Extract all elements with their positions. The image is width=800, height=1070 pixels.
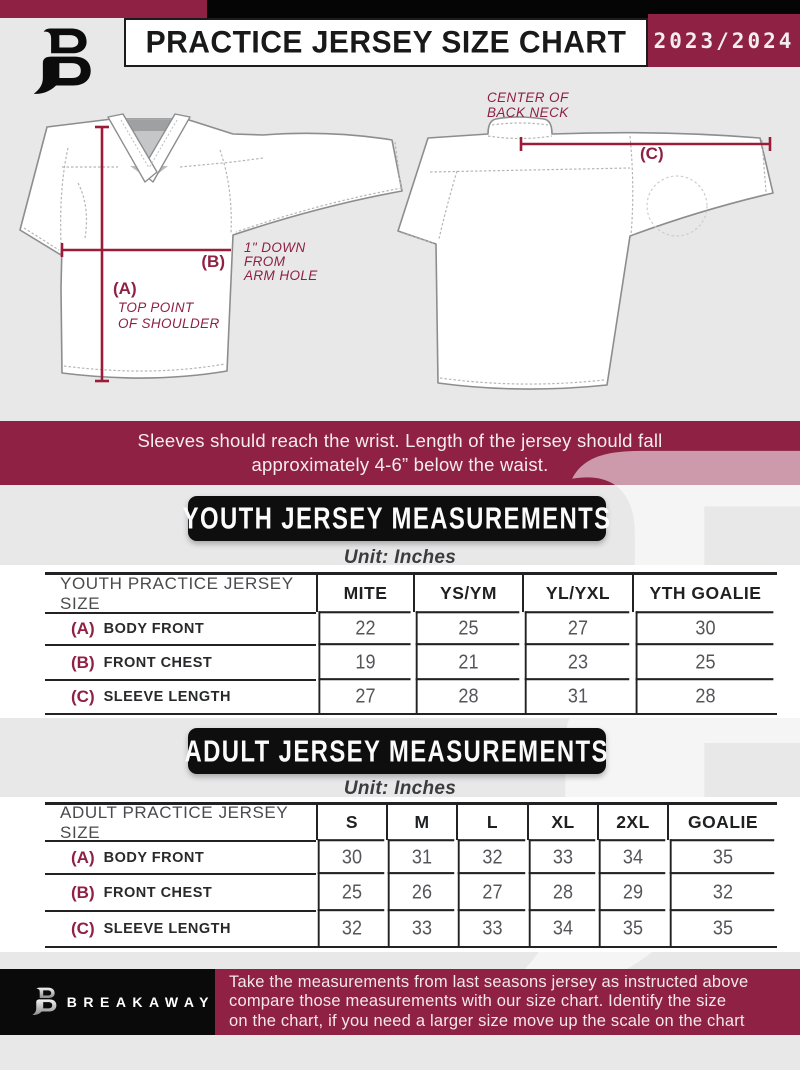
breakaway-logo bbox=[28, 26, 94, 102]
table-cell: 22 bbox=[318, 611, 410, 645]
youth-size-table bbox=[45, 572, 777, 715]
brand-name: BREAKAWAY bbox=[66, 994, 215, 1010]
youth-banner-label: YOUTH JERSEY MEASUREMENTS bbox=[182, 500, 612, 536]
table-header-cell: M bbox=[386, 805, 456, 840]
footer-line-3: on the chart, if you need a larger size move up the scale on the chart bbox=[229, 1011, 745, 1030]
table-cell: 30 bbox=[318, 839, 385, 874]
adult-size-table bbox=[45, 802, 777, 948]
page-title: PRACTICE JERSEY SIZE CHART bbox=[145, 24, 627, 60]
breakaway-footer-logo bbox=[30, 985, 58, 1020]
row-name: FRONT CHEST bbox=[103, 654, 213, 671]
header-maroon-strip bbox=[0, 0, 207, 18]
row-name: SLEEVE LENGTH bbox=[103, 921, 231, 937]
footer-line-2: compare those measurements with our size chart. Identify the size bbox=[229, 992, 727, 1011]
table-cell: 27 bbox=[458, 872, 525, 911]
table-header-cell: 2XL bbox=[597, 805, 667, 840]
label-a-desc-1: TOP POINT bbox=[118, 300, 194, 315]
table-cell: 28 bbox=[529, 872, 596, 911]
table-cell: 34 bbox=[529, 909, 596, 947]
table-cell: 23 bbox=[525, 643, 630, 680]
table-cell: 25 bbox=[318, 872, 385, 911]
row-label bbox=[45, 910, 316, 946]
row-name: BODY FRONT bbox=[103, 849, 205, 866]
notice-line-1: Sleeves should reach the wrist. Length of the jersey should fall bbox=[137, 430, 663, 451]
table-cell: 21 bbox=[416, 643, 520, 680]
table-cell: 25 bbox=[416, 611, 520, 645]
footer-line-1: Take the measurements from last seasons jersey as instructed above bbox=[229, 972, 749, 991]
row-key: (A) bbox=[71, 847, 95, 867]
table-cell: 31 bbox=[525, 678, 630, 714]
table-cell: 35 bbox=[599, 909, 666, 947]
row-label bbox=[45, 644, 316, 679]
front-jersey-drawing bbox=[20, 114, 402, 378]
table-header-cell: YL/YXL bbox=[522, 575, 632, 612]
youth-unit-label: Unit: Inches bbox=[343, 547, 457, 568]
table-cell: 33 bbox=[529, 839, 596, 874]
table-cell: 26 bbox=[388, 872, 455, 911]
table-cell: 32 bbox=[318, 909, 385, 947]
row-label bbox=[45, 840, 316, 873]
table-header-cell: GOALIE bbox=[667, 805, 777, 840]
table-cell: 35 bbox=[670, 839, 775, 874]
table-cell: 19 bbox=[318, 643, 410, 680]
page-title-box bbox=[124, 18, 648, 67]
row-key: (A) bbox=[71, 619, 95, 638]
adult-banner-label: ADULT JERSEY MEASUREMENTS bbox=[184, 732, 610, 769]
table-cell: 30 bbox=[636, 611, 774, 645]
season-label: 2023/2024 bbox=[653, 28, 795, 53]
table-cell: 32 bbox=[458, 839, 525, 874]
row-label bbox=[45, 612, 316, 644]
table-cell: 31 bbox=[388, 839, 455, 874]
table-cell: 27 bbox=[318, 678, 410, 714]
table-header-cell: ADULT PRACTICE JERSEY SIZE bbox=[60, 802, 288, 842]
jersey-measurement-diagram bbox=[0, 88, 800, 422]
row-name: SLEEVE LENGTH bbox=[103, 689, 231, 705]
table-header-cell: YTH GOALIE bbox=[632, 575, 777, 612]
table-cell: 28 bbox=[416, 678, 520, 714]
table-cell: 33 bbox=[388, 909, 455, 947]
table-cell: 29 bbox=[599, 872, 666, 911]
row-key: (C) bbox=[71, 687, 95, 706]
adult-unit-label: Unit: Inches bbox=[343, 778, 457, 799]
table-cell: 27 bbox=[525, 611, 630, 645]
row-key: (B) bbox=[71, 652, 95, 672]
row-key: (C) bbox=[71, 919, 95, 938]
label-b-desc-2: FROM bbox=[244, 254, 286, 269]
label-b: (B) bbox=[201, 252, 225, 271]
label-c: (C) bbox=[640, 144, 664, 163]
footer-instructions bbox=[215, 969, 800, 1035]
table-cell: 32 bbox=[670, 872, 775, 911]
table-header-cell: S bbox=[316, 805, 386, 840]
table-cell: 28 bbox=[636, 678, 774, 714]
row-label bbox=[45, 679, 316, 713]
table-header-cell: MITE bbox=[316, 575, 413, 612]
notice-line-2: approximately 4-6” below the waist. bbox=[251, 454, 549, 475]
table-cell: 35 bbox=[670, 909, 775, 947]
row-name: FRONT CHEST bbox=[103, 884, 213, 901]
label-b-desc-3: ARM HOLE bbox=[244, 268, 318, 283]
label-c-desc-1: CENTER OF bbox=[487, 90, 569, 105]
label-c-desc-2: BACK NECK bbox=[487, 105, 569, 120]
table-header-cell: YOUTH PRACTICE JERSEY SIZE bbox=[60, 573, 294, 613]
row-key: (B) bbox=[71, 882, 95, 902]
label-a-desc-2: OF SHOULDER bbox=[118, 316, 220, 331]
label-b-desc-1: 1" DOWN bbox=[244, 240, 306, 255]
table-header-cell: YS/YM bbox=[413, 575, 522, 612]
table-cell: 25 bbox=[636, 643, 774, 680]
season-badge bbox=[648, 14, 800, 67]
label-a: (A) bbox=[113, 279, 137, 298]
back-jersey-drawing bbox=[398, 117, 773, 389]
youth-section-banner bbox=[182, 496, 612, 541]
table-cell: 33 bbox=[458, 909, 525, 947]
table-cell: 34 bbox=[599, 839, 666, 874]
table-header-cell: L bbox=[456, 805, 527, 840]
table-header-cell: XL bbox=[527, 805, 597, 840]
footer-brand-box bbox=[0, 969, 215, 1035]
adult-section-banner bbox=[184, 728, 610, 774]
row-label bbox=[45, 873, 316, 910]
row-name: BODY FRONT bbox=[103, 621, 205, 637]
